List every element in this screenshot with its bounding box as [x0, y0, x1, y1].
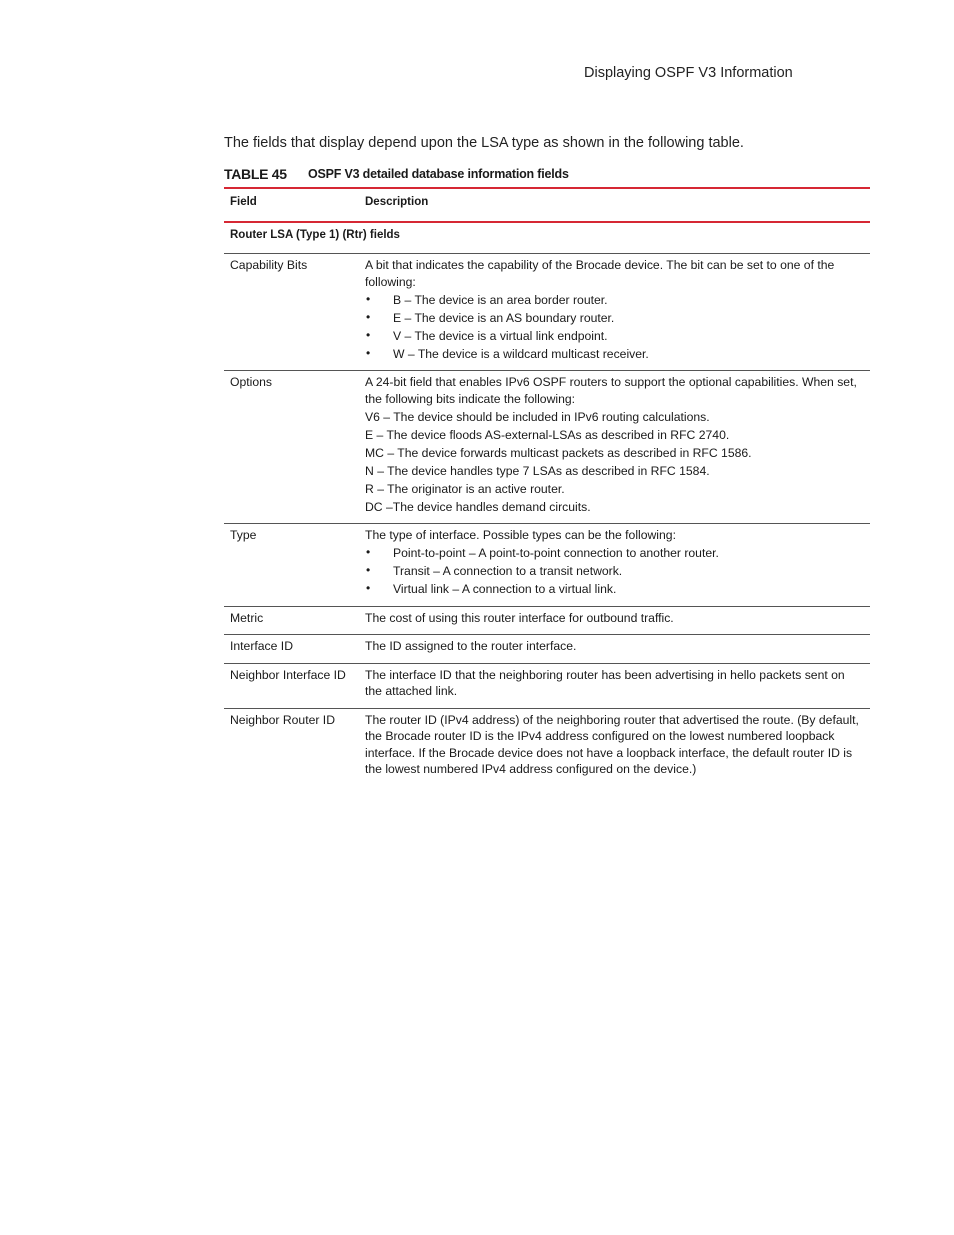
option-line: N – The device handles type 7 LSAs as described in RFC 1584. [365, 463, 710, 478]
bullet-list [365, 292, 864, 363]
bullet-text: Transit – A connection to a transit network. [393, 564, 623, 578]
field-description: The cost of using this router interface for outbound traffic. [359, 606, 870, 635]
table-title: OSPF V3 detailed database information fields [308, 167, 569, 181]
table-row [224, 371, 870, 524]
bullet-icon: • [366, 563, 371, 577]
bullet-item [365, 346, 864, 363]
option-line: V6 – The device should be included in IPv6 routing calculations. [365, 409, 710, 424]
field-name: Capability Bits [224, 254, 359, 371]
running-header-title: Displaying OSPF V3 Information [584, 65, 793, 81]
bullet-list [365, 545, 864, 598]
column-header-field: Field [224, 188, 359, 222]
option-line: E – The device floods AS-external-LSAs as described in RFC 2740. [365, 427, 730, 442]
bullet-icon: • [366, 545, 371, 559]
option-line: MC – The device forwards multicast packets as described in RFC 1586. [365, 445, 752, 460]
bullet-item [365, 310, 864, 327]
field-name: Neighbor Router ID [230, 712, 335, 727]
bullet-item [365, 563, 864, 580]
bullet-item [365, 545, 864, 562]
field-name: Options [224, 371, 359, 524]
bullet-icon: • [366, 581, 371, 595]
section-title: Router LSA (Type 1) (Rtr) fields [224, 222, 870, 254]
bullet-text: V – The device is a virtual link endpoint. [393, 328, 608, 343]
table-row [224, 606, 870, 635]
field-description [359, 371, 870, 524]
bullet-icon: • [366, 327, 371, 342]
table-row [224, 635, 870, 664]
fields-table [224, 187, 870, 786]
field-name: Interface ID [224, 635, 359, 664]
bullet-item [365, 328, 864, 345]
section-row [224, 222, 870, 254]
field-name: Neighbor Interface ID [224, 663, 359, 708]
table-number: TABLE 45 [224, 166, 287, 182]
column-header-description: Description [359, 188, 870, 222]
bullet-text: Point-to-point – A point-to-point connection to another router. [393, 546, 719, 560]
field-description: The ID assigned to the router interface. [359, 635, 870, 664]
description-text: The type of interface. Possible types can be the following: [365, 528, 676, 542]
option-line: R – The originator is an active router. [365, 481, 565, 496]
field-name: Metric [224, 606, 359, 635]
bullet-text: W – The device is a wildcard multicast receiver. [393, 346, 649, 361]
field-description: The router ID (IPv4 address) of the neighboring router that advertised the route. (By default, the Brocade router ID is the IPv4 address configured on the lowest numbered loopback interface. If the Brocade device does not have a loopback interface, the default router ID is the lowest numbered IPv4 address configured on the device.) [365, 712, 859, 776]
field-description [359, 254, 870, 371]
bullet-text: B – The device is an area border router. [393, 292, 608, 307]
description-text: A 24-bit field that enables IPv6 OSPF routers to support the optional capabilities. When set, the following bits indicate the following: [365, 375, 857, 406]
table-row [224, 708, 870, 786]
table-row [224, 524, 870, 607]
bullet-text: E – The device is an AS boundary router. [393, 310, 615, 325]
bullet-item [365, 292, 864, 309]
bullet-icon: • [366, 345, 371, 360]
bullet-icon: • [366, 291, 371, 306]
table-row [224, 663, 870, 708]
bullet-icon: • [366, 309, 371, 324]
option-line: DC –The device handles demand circuits. [365, 499, 591, 514]
description-text: A bit that indicates the capability of the Brocade device. The bit can be set to one of the following: [365, 258, 835, 289]
field-description [359, 524, 870, 607]
intro-paragraph: The fields that display depend upon the LSA type as shown in the following table. [224, 135, 744, 151]
bullet-item [365, 581, 864, 598]
table-header-row [224, 188, 870, 222]
bullet-text: Virtual link – A connection to a virtual link. [393, 582, 617, 596]
field-name: Type [224, 524, 359, 607]
field-description: The interface ID that the neighboring router has been advertising in hello packets sent on the attached link. [359, 663, 870, 708]
table-row [224, 254, 870, 371]
